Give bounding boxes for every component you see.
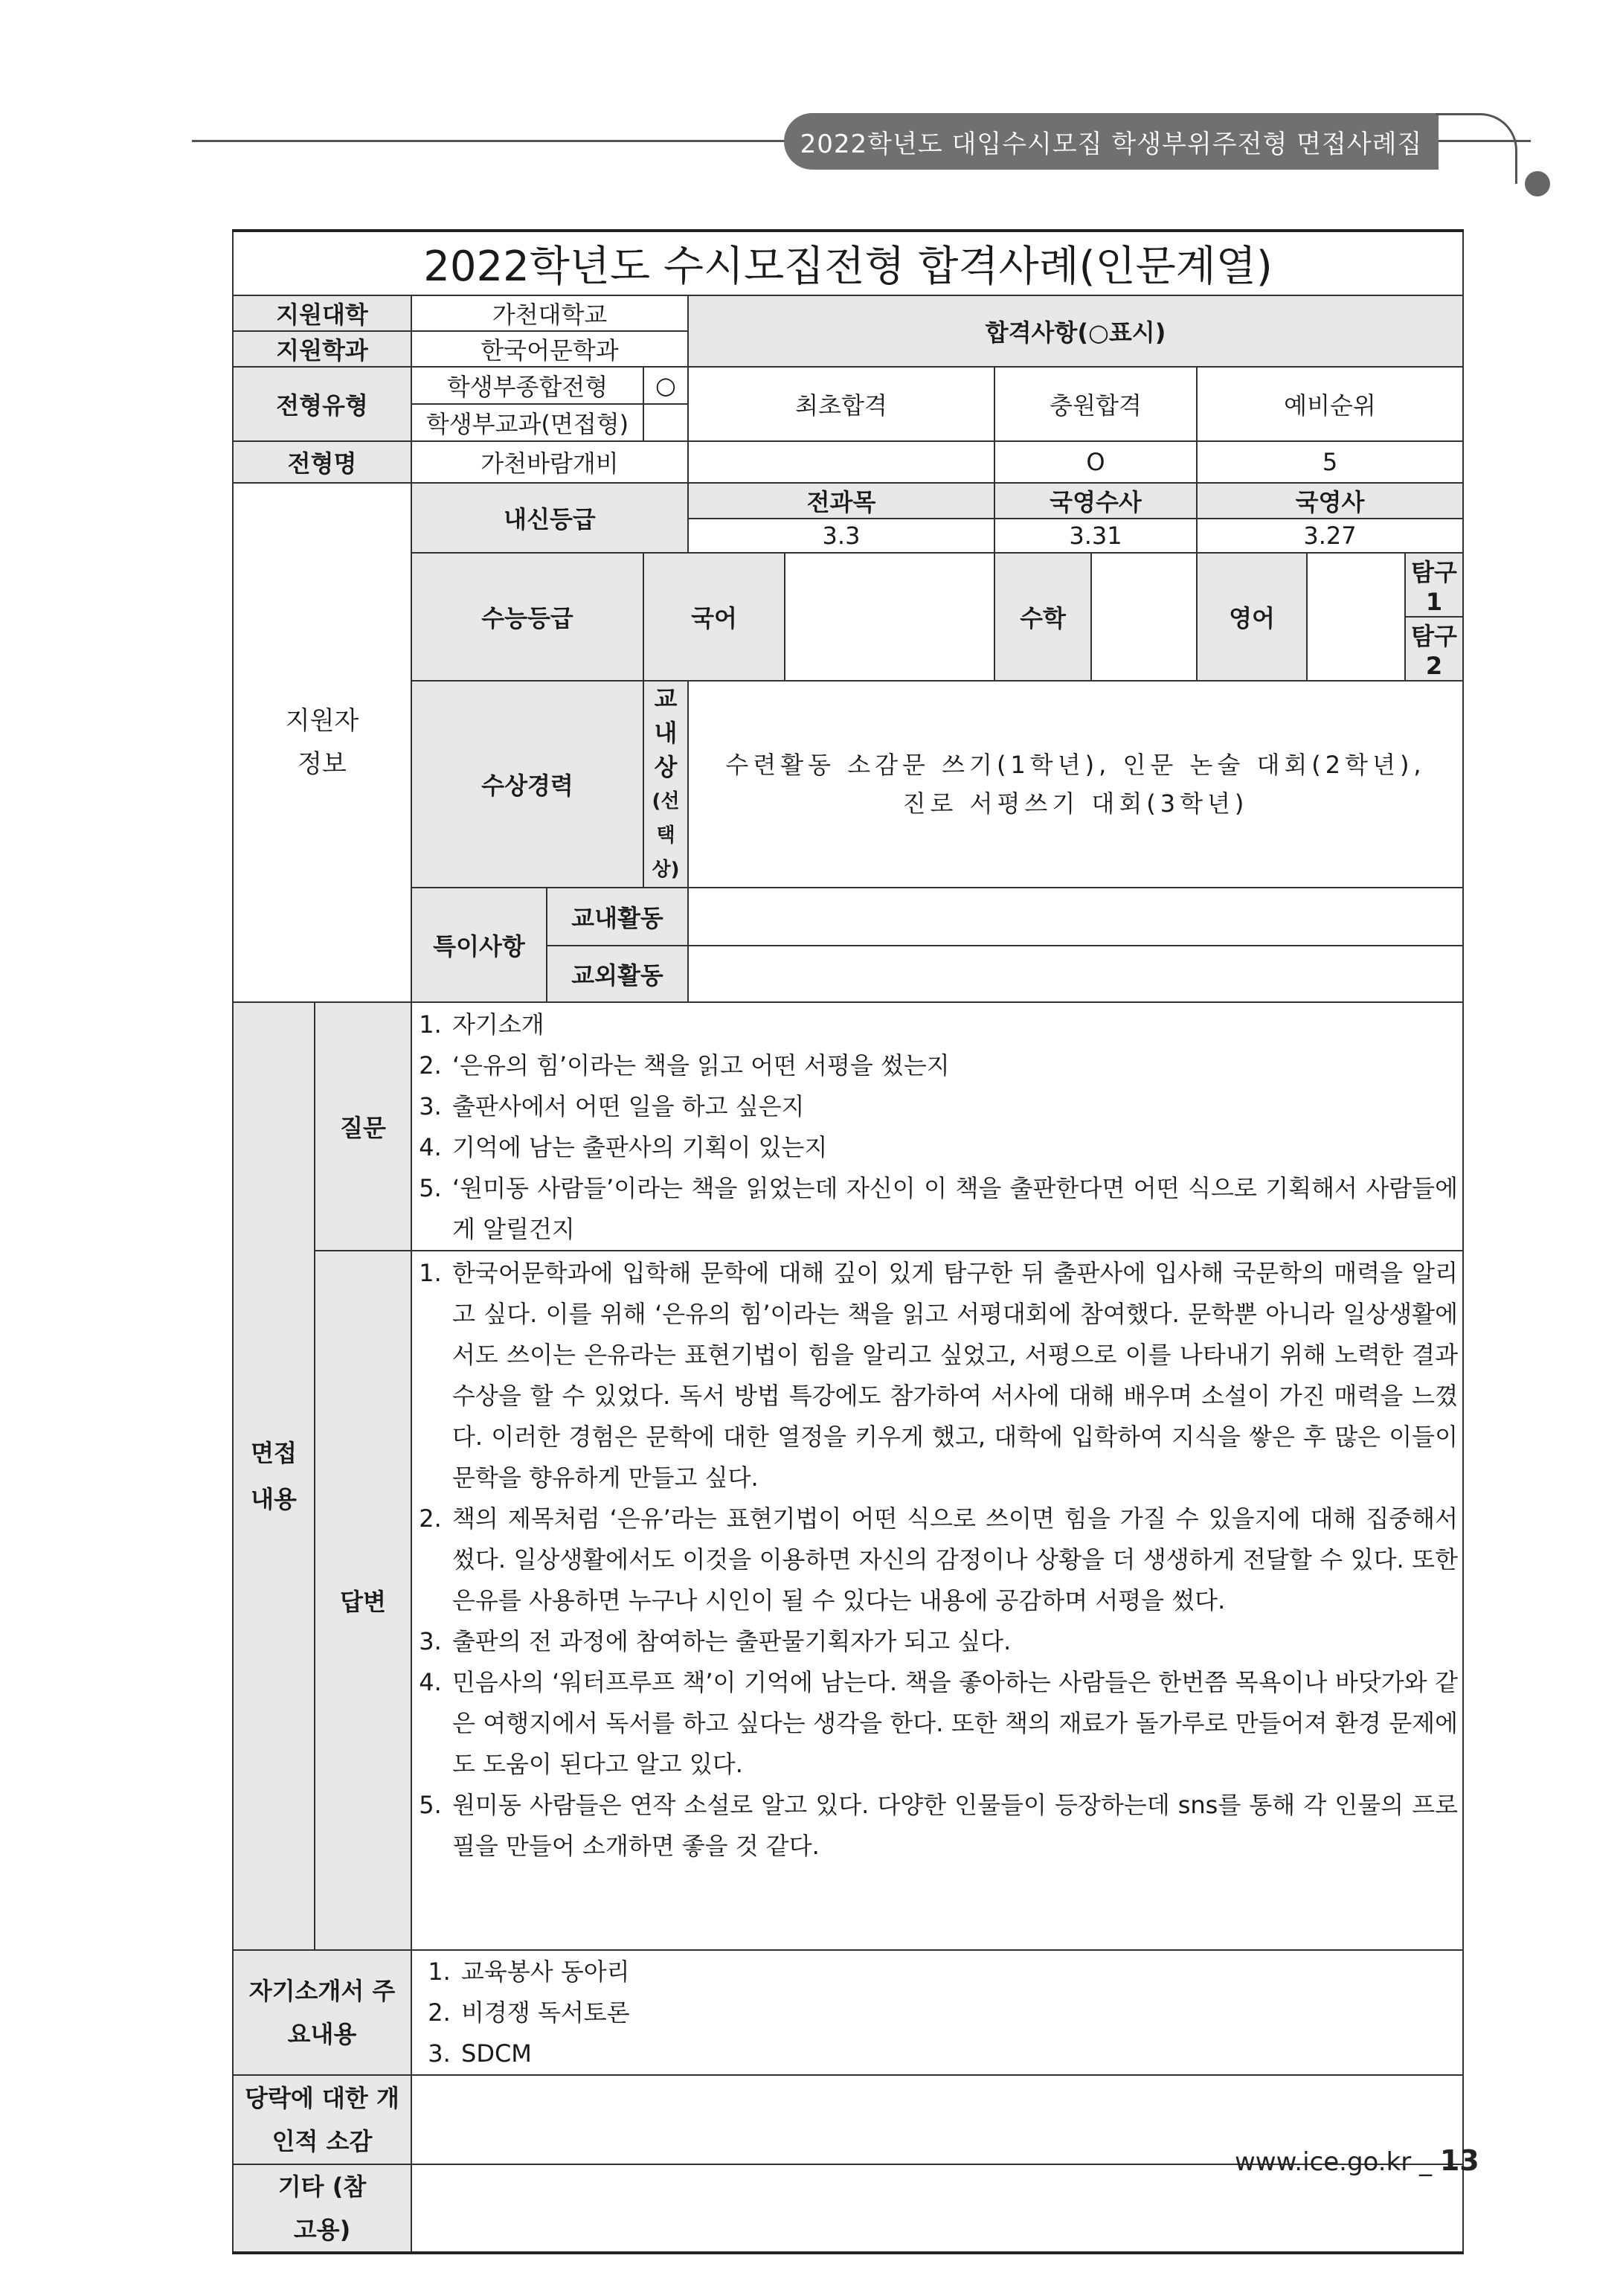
label-result-header: 합격사항(○표시) — [688, 295, 1463, 367]
label-university: 지원대학 — [233, 295, 411, 331]
value-type1: 학생부종합전형 — [411, 367, 643, 404]
page-number: 13 — [1439, 2144, 1479, 2177]
label-out-school-activity: 교외활동 — [547, 946, 688, 1002]
header-dot-decoration — [1525, 171, 1550, 196]
label-first-pass: 최초합격 — [688, 367, 994, 441]
question-item: 2. ‘은유의 힘’이라는 책을 읽고 어떤 서평을 썼는지 — [449, 1045, 1458, 1086]
label-applicant-info: 지원자 정보 — [233, 483, 411, 1002]
self-intro-item: 1. 교육봉사 동아리 — [458, 1952, 1458, 1992]
value-type2-mark — [643, 404, 688, 441]
value-english — [1307, 553, 1405, 681]
label-csat: 수능등급 — [411, 553, 643, 681]
label-special: 특이사항 — [411, 888, 547, 1002]
value-korean — [785, 553, 994, 681]
value-math — [1091, 553, 1197, 681]
value-waitlist: 5 — [1197, 441, 1463, 483]
value-in-school-activity — [688, 888, 1463, 946]
self-intro-list — [417, 1952, 1458, 2074]
header-title: 2022학년도 대입수시모집 학생부위주전형 면접사례집 — [784, 113, 1439, 170]
label-math: 수학 — [994, 553, 1091, 681]
label-all-subjects: 전과목 — [688, 483, 994, 519]
value-university: 가천대학교 — [411, 295, 688, 331]
question-item: 4. 기억에 남는 출판사의 기획이 있는지 — [449, 1127, 1458, 1168]
value-extra-pass: O — [994, 441, 1197, 483]
answer-item: 5. 원미동 사람들은 연작 소설로 알고 있다. 다양한 인물들이 등장하는데 sns를 통해 각 인물의 프로필을 만들어 소개하면 좋을 것 같다. — [449, 1785, 1458, 1867]
label-etc: 기타 (참고용) — [233, 2164, 411, 2253]
label-inquiry1: 탐구 1 — [1405, 553, 1463, 617]
self-intro-item: 2. 비경쟁 독서토론 — [458, 1992, 1458, 2033]
page-footer — [1235, 2144, 1479, 2177]
label-selected-award: (선택상) — [652, 790, 680, 881]
awards-line-2: 진로 서평쓰기 대회(3학년) — [902, 789, 1249, 818]
answer-list — [417, 1253, 1458, 1867]
document-title: 2022학년도 수시모집전형 합격사례(인문계열) — [233, 231, 1463, 295]
label-extra-pass: 충원합격 — [994, 367, 1197, 441]
label-awards: 수상경력 — [411, 681, 643, 888]
label-department: 지원학과 — [233, 331, 411, 367]
value-etc — [411, 2164, 1463, 2253]
awards-line-1: 수련활동 소감문 쓰기(1학년), 인문 논술 대회(2학년), — [725, 751, 1426, 779]
footer-site: www.ice.go.kr _ — [1235, 2147, 1440, 2177]
label-korean: 국어 — [643, 553, 785, 681]
label-self-intro: 자기소개서 주요내용 — [233, 1950, 411, 2075]
value-gpa-kems: 3.31 — [994, 519, 1197, 553]
header-curve-decoration — [1436, 113, 1517, 184]
label-personal-view: 당락에 대한 개인적 소감 — [233, 2075, 411, 2164]
answer-item: 1. 한국어문학과에 입학해 문학에 대해 깊이 있게 탐구한 뒤 출판사에 입사해 국문학의 매력을 알리고 싶다. 이를 위해 ‘은유의 힘’이라는 책을 읽고 서평대회에 참여했다. 문학뿐 아니라 일상생활에서도 쓰이는 은유라는 표현기법이 힘을 알리고 싶었고, 서평으로 이를 나타내기 위해 노력한 결과 수상을 할 수 있었다. 독서 방법 특강에도 참가하여 서사에 대해 배우며 소설이 가진 매력을 느꼈다. 이러한 경험은 문학에 대한 열정을 키우게 했고, 대학에 입학하여 지식을 쌓은 후 많은 이들이 문학을 향유하게 만들고 싶다. — [449, 1253, 1458, 1498]
value-type1-mark: ○ — [643, 367, 688, 404]
label-in-school-award-cell — [643, 681, 688, 888]
label-kor-eng-soc: 국영사 — [1197, 483, 1463, 519]
label-admission-name: 전형명 — [233, 441, 411, 483]
question-item: 5. ‘원미동 사람들’이라는 책을 읽었는데 자신이 이 책을 출판한다면 어떤 식으로 기획해서 사람들에게 알릴건지 — [449, 1168, 1458, 1250]
label-admission-type: 전형유형 — [233, 367, 411, 441]
self-intro-item: 3. SDCM — [458, 2033, 1458, 2074]
self-intro-cell — [411, 1950, 1463, 2075]
label-answer: 답변 — [315, 1251, 411, 1950]
label-waitlist: 예비순위 — [1197, 367, 1463, 441]
label-inquiry2: 탐구 2 — [1405, 617, 1463, 681]
value-department: 한국어문학과 — [411, 331, 688, 367]
answer-item: 2. 책의 제목처럼 ‘은유’라는 표현기법이 어떤 식으로 쓰이면 힘을 가질 수 있을지에 대해 집중해서 썼다. 일상생활에서도 이것을 이용하면 자신의 감정이나 상황을 더 생생하게 전달할 수 있다. 또한 은유를 사용하면 누구나 시인이 될 수 있다는 내용에 공감하며 서평을 썼다. — [449, 1498, 1458, 1621]
value-first-pass — [688, 441, 994, 483]
value-gpa-all: 3.3 — [688, 519, 994, 553]
label-gpa: 내신등급 — [411, 483, 688, 553]
label-kor-eng-math-soc: 국영수사 — [994, 483, 1197, 519]
value-out-school-activity — [688, 946, 1463, 1002]
value-admission-name: 가천바람개비 — [411, 441, 688, 483]
answer-item: 4. 민음사의 ‘워터프루프 책’이 기억에 남는다. 책을 좋아하는 사람들은 한번쯤 목욕이나 바닷가와 같은 여행지에서 독서를 하고 싶다는 생각을 한다. 또한 책의 재료가 돌가루로 만들어져 환경 문제에도 도움이 된다고 알고 있다. — [449, 1662, 1458, 1785]
question-list — [417, 1004, 1458, 1250]
questions-cell — [411, 1002, 1463, 1251]
answers-cell — [411, 1251, 1463, 1950]
label-english: 영어 — [1197, 553, 1307, 681]
value-awards — [688, 681, 1463, 888]
label-question: 질문 — [315, 1002, 411, 1251]
label-in-school-award: 교내상 — [654, 684, 678, 781]
label-interview: 면접 내용 — [233, 1002, 315, 1950]
question-item: 3. 출판사에서 어떤 일을 하고 싶은지 — [449, 1086, 1458, 1127]
value-type2: 학생부교과(면접형) — [411, 404, 643, 441]
answer-item: 3. 출판의 전 과정에 참여하는 출판물기획자가 되고 싶다. — [449, 1621, 1458, 1662]
admission-case-table — [232, 229, 1464, 2254]
question-item: 1. 자기소개 — [449, 1004, 1458, 1045]
label-in-school-activity: 교내활동 — [547, 888, 688, 946]
value-gpa-kes: 3.27 — [1197, 519, 1463, 553]
